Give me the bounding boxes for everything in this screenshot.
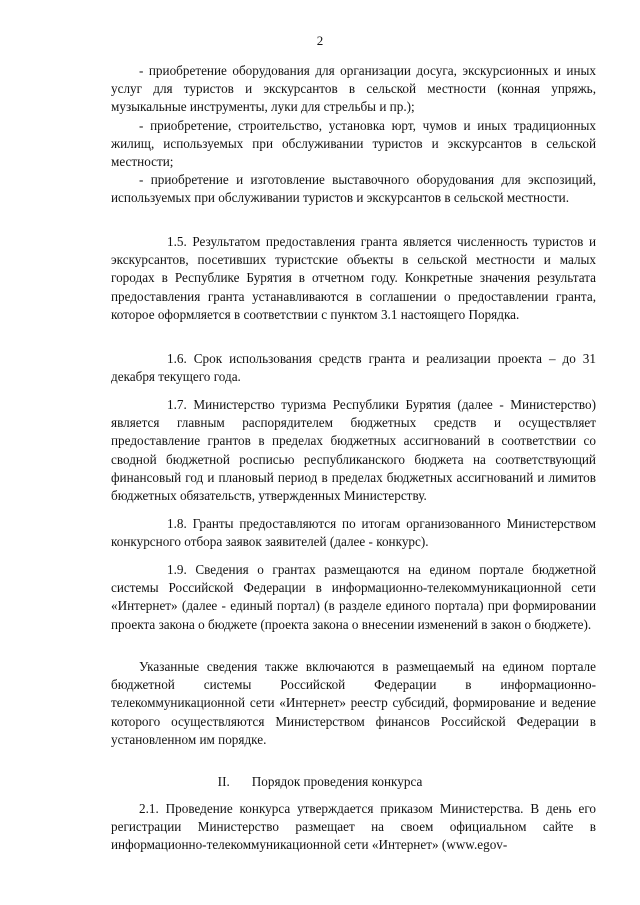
clause-number: 1.5. [167, 234, 187, 249]
clause-2-1 [111, 800, 596, 855]
section-title: Порядок проведения конкурса [251, 774, 423, 789]
clause-1-9 [111, 561, 596, 634]
bullet-list [111, 62, 596, 208]
clause-text: Гранты предоставляются по итогам организованного Министерством конкурсного отбора заявок заявителей (далее - конкурс). [111, 516, 597, 550]
clause-number: 1.9. [167, 562, 187, 577]
clause-1-8 [111, 515, 596, 551]
paragraph-text: 2.1. Проведение конкурса утверждается приказом Министерства. В день его регистрации Министерство размещает на своем официальном сайте в информационно-телекоммуникационной сети «Интернет» (www.egov- [111, 801, 596, 853]
paragraph-text: Указанные сведения также включаются в размещаемый на едином портале бюджетной системы Российской Федерации в информационно-телекоммуникационной сети «Интернет» реестр субсидий, формирование и ведение которого осуществляются Министерством финансов Российской Федерации в установленном им порядке. [111, 659, 596, 747]
clause-text: Результатом предоставления гранта является численность туристов и экскурсантов, посетивших туристские объекты в сельской местности и малых городах в Республике Бурятия в отчетном году. Конкретные значения результата предоставления гранта устанавливаются в соглашении о предоставлении гранта, которое оформляется в соответствии с пунктом 3.1 настоящего Порядка. [111, 234, 597, 322]
clause-number: 1.6. [167, 351, 187, 366]
section-number: II. [217, 774, 230, 789]
bullet-item: - приобретение, строительство, установка юрт, чумов и иных традиционных жилищ, используемых при обслуживании туристов и экскурсантов в сельской местности; [111, 117, 596, 170]
clause-1-6 [111, 350, 596, 386]
clause-1-5 [111, 233, 596, 324]
section-heading [0, 773, 640, 791]
registry-paragraph [111, 658, 596, 749]
clause-text: Сведения о грантах размещаются на едином портале бюджетной системы Российской Федерации в информационно-телекоммуникационной сети «Интернет» (далее - единый портал) (в разделе единого портала) при формировании проекта закона о бюджете (проекта закона о внесении изменений в закон о бюджете). [111, 562, 597, 632]
clause-number: 1.7. [167, 397, 187, 412]
page-number: 2 [316, 33, 324, 48]
clause-number: 1.8. [167, 516, 187, 531]
clause-1-7 [111, 396, 596, 505]
bullet-item: - приобретение и изготовление выставочного оборудования для экспозиций, используемых при обслуживании туристов и экскурсантов в сельской местности. [111, 172, 596, 206]
clause-text: Срок использования средств гранта и реализации проекта – до 31 декабря текущего года. [111, 351, 596, 385]
bullet-item: - приобретение оборудования для организации досуга, экскурсионных и иных услуг для туристов и экскурсантов в сельской местности (конная упряжь, музыкальные инструменты, луки для стрельбы и пр.); [111, 63, 596, 115]
clause-text: Министерство туризма Республики Бурятия (далее - Министерство) является главным распорядителем бюджетных средств и осуществляет предоставление грантов в пределах бюджетных ассигнований в соответствии со сводной бюджетной росписью республиканского бюджета на соответствующий финансовый год и плановый период в пределах бюджетных ассигнований и лимитов бюджетных обязательств, утвержденных Министерству. [111, 397, 597, 504]
